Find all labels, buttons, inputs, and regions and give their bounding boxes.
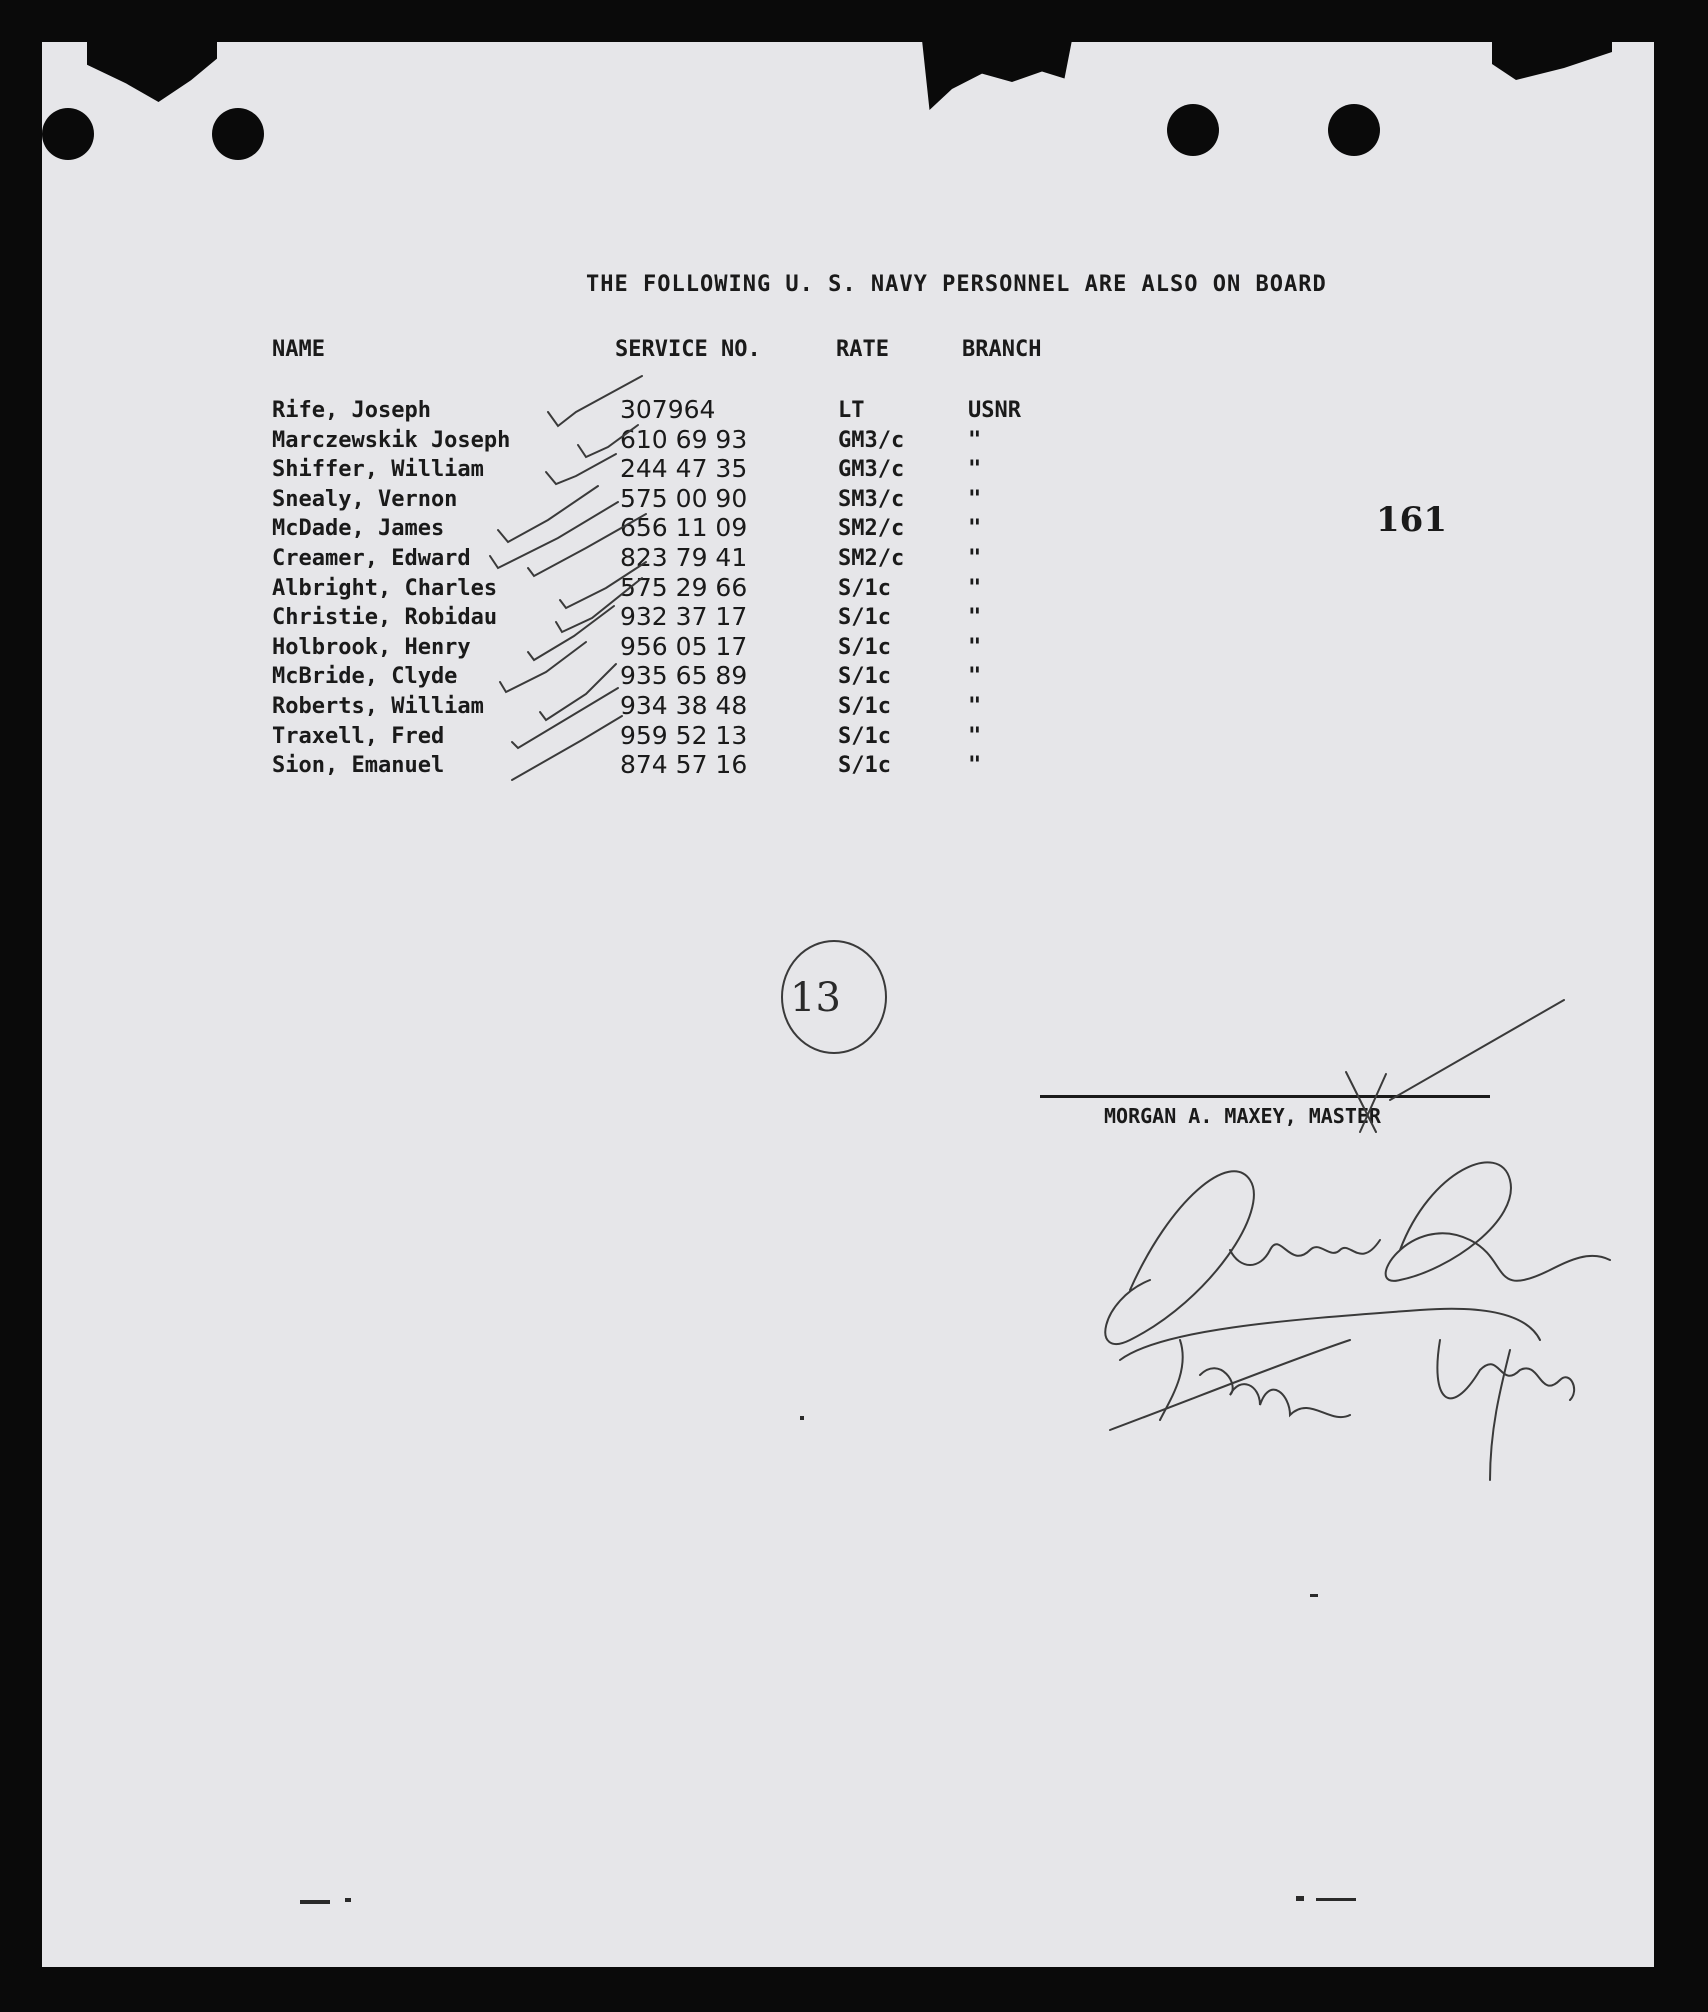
service-no-cell: 823 79 41: [620, 543, 748, 572]
speck: [1296, 1896, 1304, 1901]
column-header-name: NAME: [272, 337, 325, 362]
signature-line: [1040, 1095, 1490, 1098]
name-cell: Sion, Emanuel: [272, 753, 445, 778]
name-cell: Marczewskik Joseph: [272, 428, 511, 453]
branch-cell: ": [968, 487, 982, 512]
rate-cell: S/1c: [838, 664, 891, 689]
branch-cell: ": [968, 724, 982, 749]
branch-cell: ": [968, 605, 982, 630]
name-cell: Shiffer, William: [272, 457, 484, 482]
personnel-row: [0, 632, 1200, 665]
rate-cell: SM2/c: [838, 516, 905, 541]
folio-mark: 13: [790, 975, 841, 1021]
name-cell: McBride, Clyde: [272, 664, 458, 689]
name-cell: Traxell, Fred: [272, 724, 445, 749]
service-no-cell: 874 57 16: [620, 750, 748, 779]
service-no-cell: 934 38 48: [620, 691, 748, 720]
rate-cell: GM3/c: [838, 428, 905, 453]
personnel-row: [0, 425, 1200, 458]
speck: [1316, 1898, 1356, 1901]
personnel-row: [0, 395, 1200, 428]
service-no-cell: 307964: [620, 395, 716, 424]
personnel-row: [0, 750, 1200, 783]
name-cell: Creamer, Edward: [272, 546, 471, 571]
branch-cell: ": [968, 664, 982, 689]
service-no-cell: 610 69 93: [620, 425, 748, 454]
rate-cell: S/1c: [838, 576, 891, 601]
branch-cell: ": [968, 694, 982, 719]
branch-cell: ": [968, 576, 982, 601]
name-cell: Rife, Joseph: [272, 398, 431, 423]
branch-cell: ": [968, 457, 982, 482]
rate-cell: S/1c: [838, 694, 891, 719]
rate-cell: S/1c: [838, 635, 891, 660]
service-no-cell: 935 65 89: [620, 661, 748, 690]
branch-cell: ": [968, 753, 982, 778]
punch-hole-2: [212, 108, 264, 160]
speck: [300, 1900, 330, 1904]
column-header-branch: BRANCH: [962, 337, 1042, 362]
page-number: 161: [1376, 500, 1447, 540]
torn-edge-center: [922, 40, 1072, 110]
service-no-cell: 959 52 13: [620, 721, 748, 750]
name-cell: McDade, James: [272, 516, 445, 541]
column-header-rate: RATE: [836, 337, 889, 362]
personnel-row: [0, 484, 1200, 517]
speck: [1310, 1594, 1318, 1597]
service-no-cell: 656 11 09: [620, 513, 748, 542]
document-page: [42, 42, 1654, 1967]
master-label: MORGAN A. MAXEY, MASTER: [1104, 1104, 1381, 1128]
rate-cell: SM2/c: [838, 546, 905, 571]
rate-cell: S/1c: [838, 605, 891, 630]
branch-cell: ": [968, 546, 982, 571]
personnel-row: [0, 721, 1200, 754]
service-no-cell: 575 00 90: [620, 484, 748, 513]
service-no-cell: 956 05 17: [620, 632, 748, 661]
service-no-cell: 244 47 35: [620, 454, 748, 483]
branch-cell: USNR: [968, 398, 1021, 423]
service-no-cell: 932 37 17: [620, 602, 748, 631]
rate-cell: S/1c: [838, 724, 891, 749]
rate-cell: LT: [838, 398, 865, 423]
punch-hole-3: [1167, 104, 1219, 156]
torn-edge-left: [87, 40, 217, 102]
personnel-row: [0, 513, 1200, 546]
service-no-cell: 575 29 66: [620, 573, 748, 602]
branch-cell: ": [968, 516, 982, 541]
speck: [800, 1416, 804, 1420]
personnel-row: [0, 602, 1200, 635]
punch-hole-1: [42, 108, 94, 160]
name-cell: Roberts, William: [272, 694, 484, 719]
branch-cell: ": [968, 428, 982, 453]
punch-hole-4: [1328, 104, 1380, 156]
personnel-row: [0, 454, 1200, 487]
branch-cell: ": [968, 635, 982, 660]
column-header-service-no: SERVICE NO.: [615, 337, 761, 362]
document-heading: THE FOLLOWING U. S. NAVY PERSONNEL ARE ALSO ON BOARD: [586, 272, 1327, 297]
torn-edge-right: [1492, 40, 1612, 80]
name-cell: Holbrook, Henry: [272, 635, 471, 660]
personnel-row: [0, 661, 1200, 694]
name-cell: Christie, Robidau: [272, 605, 498, 630]
personnel-row: [0, 573, 1200, 606]
personnel-row: [0, 691, 1200, 724]
rate-cell: SM3/c: [838, 487, 905, 512]
speck: [345, 1898, 351, 1902]
name-cell: Albright, Charles: [272, 576, 498, 601]
name-cell: Snealy, Vernon: [272, 487, 458, 512]
rate-cell: GM3/c: [838, 457, 905, 482]
personnel-row: [0, 543, 1200, 576]
rate-cell: S/1c: [838, 753, 891, 778]
